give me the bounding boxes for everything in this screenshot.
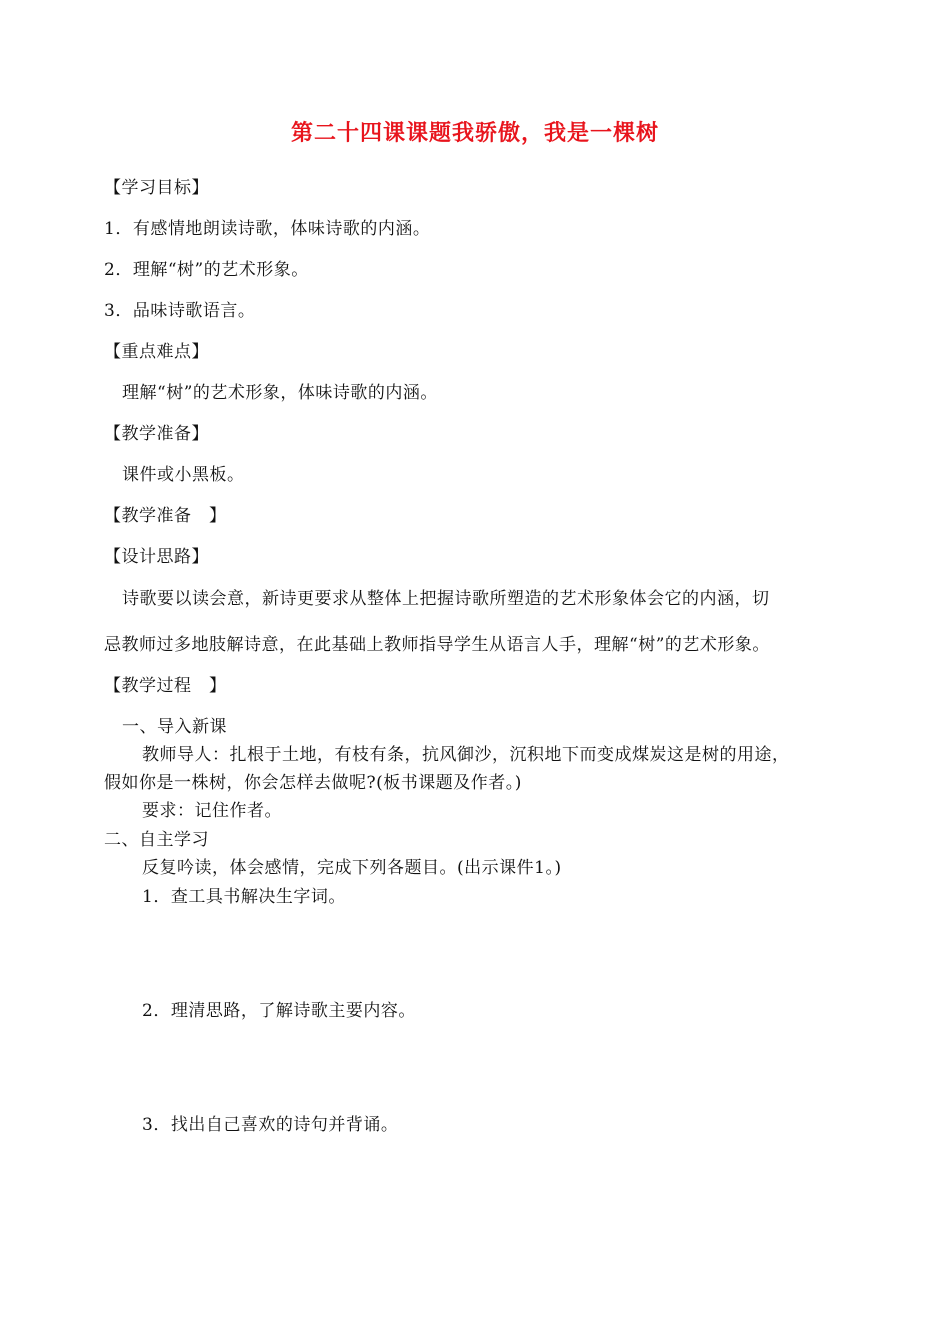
task-item-3: 3．找出自己喜欢的诗句并背诵。 [142,1115,399,1135]
section2-intro: 反复吟读，体会感情，完成下列各题目。(出示课件1。) [142,858,562,878]
prep-heading: 【教学准备】 [104,424,209,444]
page-title: 第二十四课课题我骄傲，我是一棵树 [290,120,659,146]
key-points-heading: 【重点难点】 [104,342,209,362]
design-text-line-1: 诗歌要以读会意，新诗更要求从整体上把握诗歌所塑造的艺术形象体会它的内涵，切 [122,589,770,609]
prep-text: 课件或小黑板。 [122,465,245,485]
section1-text-line-1: 教师导人：扎根于土地，有枝有条，抗风御沙，沉积地下而变成煤炭这是树的用途， [142,745,790,765]
section1-requirement: 要求：记住作者。 [142,801,282,821]
objective-item-1: 1．有感情地朗读诗歌，体味诗歌的内涵。 [104,219,431,239]
objective-item-2: 2．理解“树”的艺术形象。 [104,260,309,280]
prep-heading-2: 【教学准备 】 [104,506,227,526]
section1-heading: 一、导入新课 [122,717,227,737]
section2-heading: 二、自主学习 [104,830,209,850]
key-points-text: 理解“树”的艺术形象，体味诗歌的内涵。 [122,383,438,403]
task-item-2: 2．理清思路，了解诗歌主要内容。 [142,1001,416,1021]
objectives-heading: 【学习目标】 [104,178,209,198]
process-heading: 【教学过程 】 [104,676,227,696]
design-heading: 【设计思路】 [104,547,209,567]
task-item-1: 1．查工具书解决生字词。 [142,887,346,907]
objective-item-3: 3．品味诗歌语言。 [104,301,256,321]
section1-text-line-2: 假如你是一株树，你会怎样去做呢?(板书课题及作者。) [104,773,522,793]
design-text-line-2: 忌教师过多地肢解诗意，在此基础上教师指导学生从语言人手，理解“树”的艺术形象。 [104,635,770,655]
